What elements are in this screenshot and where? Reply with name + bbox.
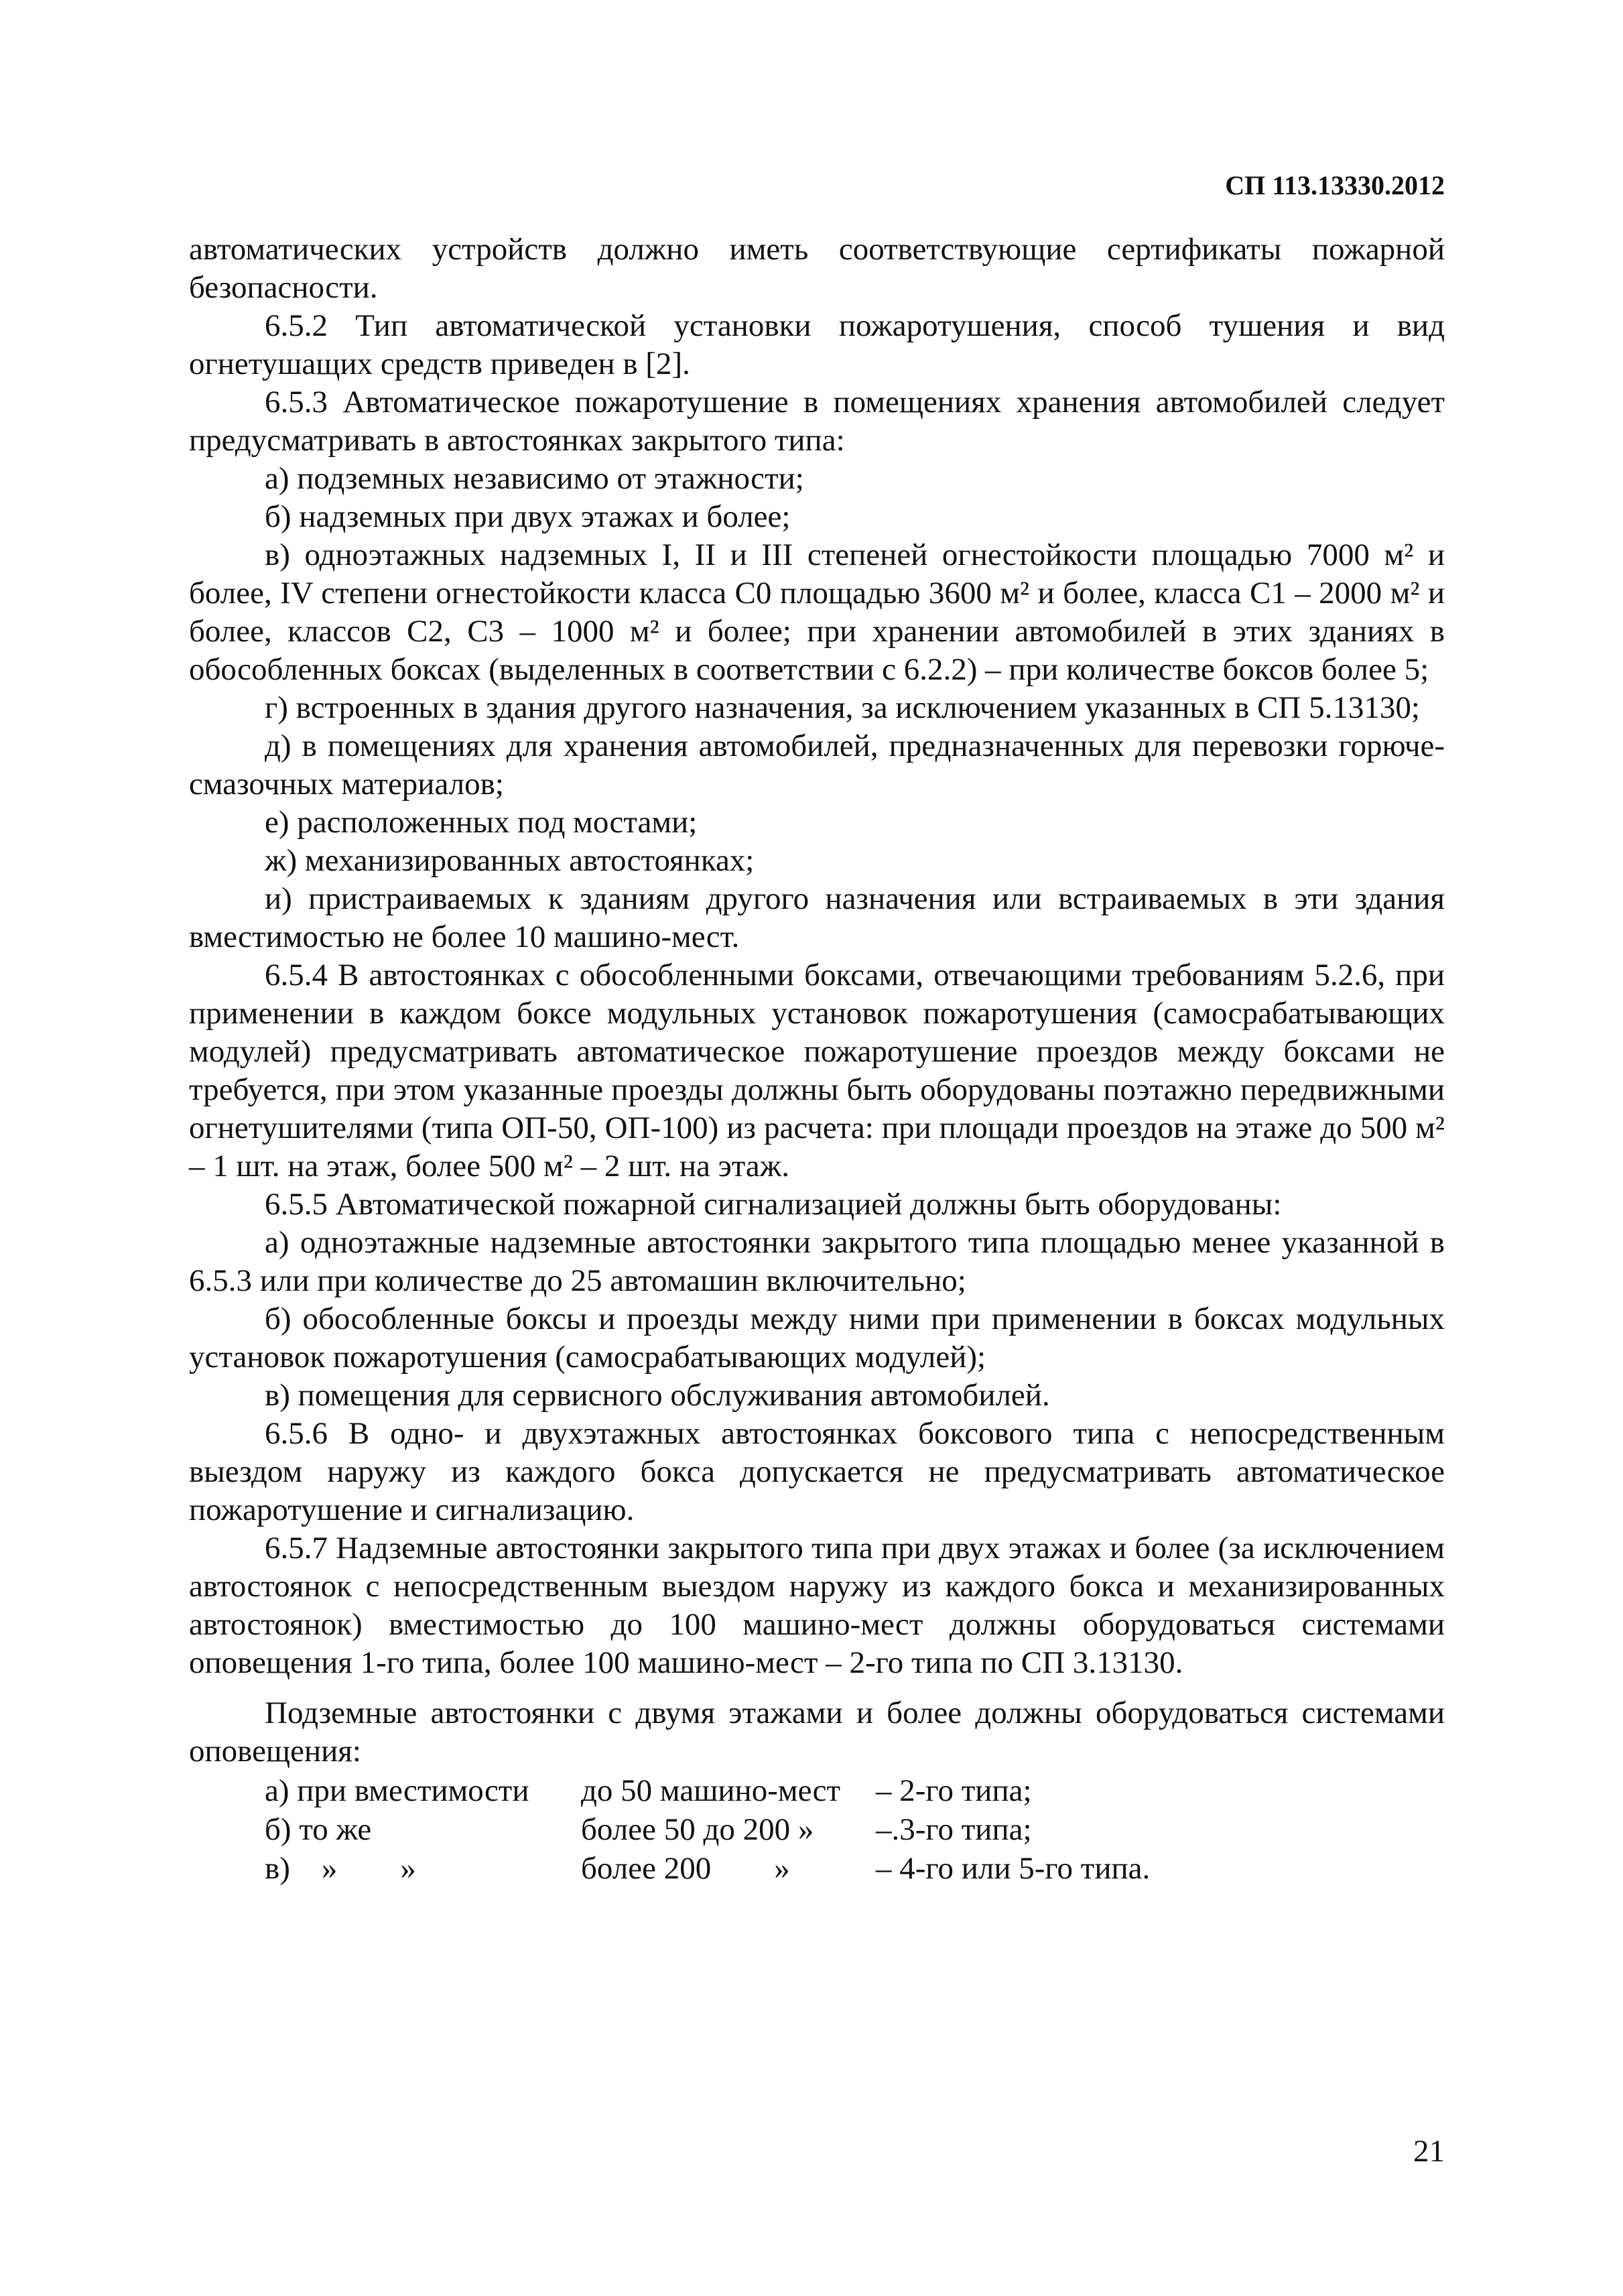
table-cell: –.3-го типа; [876, 1812, 1032, 1847]
table-row [189, 1850, 1445, 1889]
clause-6-5-7: 6.5.7 Надземные автостоянки закрытого типа при двух этажах и более (за исключением автостоянок с непосредственным выездом наружу из каждого бокса и механизированных автостоянок) вместимостью до 100 машино-мест должны оборудоваться системами оповещения 1-го типа, более 100 машино-мест – 2-го типа по СП 3.13130. [189, 1531, 1445, 1680]
table-cell: более 50 до 200 » [581, 1812, 814, 1847]
paragraph: автоматических устройств должно иметь соответствующие сертификаты пожарной безопасности. [189, 232, 1445, 305]
table-cell: более 200 » [581, 1851, 790, 1886]
table-cell: – 4-го или 5-го типа. [876, 1851, 1151, 1886]
warning-system-table [189, 1772, 1445, 1889]
table-row [189, 1811, 1445, 1850]
clause-6-5-6: 6.5.6 В одно- и двухэтажных автостоянках боксового типа с непосредственным выездом наружу из каждого бокса допускается не предусматривать автоматическое пожаротушение и сигнализацию. [189, 1416, 1445, 1527]
body-text [189, 231, 1445, 1889]
clause-6-5-3: 6.5.3 Автоматическое пожаротушение в помещениях хранения автомобилей следует предусматривать в автостоянках закрытого типа: [189, 385, 1445, 458]
clause-6-5-5: 6.5.5 Автоматической пожарной сигнализацией должны быть оборудованы: [265, 1187, 1282, 1222]
table-cell: до 50 машино-мест [581, 1773, 841, 1808]
list-item: д) в помещениях для хранения автомобилей, предназначенных для перевозки горюче-смазочных материалов; [189, 728, 1445, 802]
paragraph: Подземные автостоянки с двумя этажами и более должны оборудоваться системами оповещения: [189, 1696, 1445, 1769]
list-item: г) встроенных в здания другого назначения, за исключением указанных в СП 5.13130; [265, 690, 1420, 725]
list-item: б) обособленные боксы и проезды между ними при применении в боксах модульных установок пожаротушения (самосрабатывающих модулей); [189, 1301, 1445, 1375]
table-cell: в) » » [265, 1851, 416, 1886]
list-item: в) одноэтажных надземных I, II и III степеней огнестойкости площадью 7000 м² и более, IV степени огнестойкости класса С0 площадью 3600 м² и более, класса С1 – 2000 м² и более, классов С2, С3 – 1000 м² и более; при хранении автомобилей в этих зданиях в обособленных боксах (выделенных в соответствии с 6.2.2) – при количестве боксов более 5; [189, 537, 1445, 687]
list-item: е) расположенных под мостами; [265, 805, 698, 840]
table-cell: б) то же [265, 1812, 372, 1847]
spacer [189, 1682, 1445, 1694]
list-item: ж) механизированных автостоянках; [265, 843, 755, 878]
page-number: 21 [1413, 2134, 1445, 2169]
list-item: а) одноэтажные надземные автостоянки закрытого типа площадью менее указанной в 6.5.3 или при количестве до 25 автомашин включительно; [189, 1225, 1445, 1298]
list-item: в) помещения для сервисного обслуживания автомобилей. [265, 1378, 1050, 1413]
list-item: а) подземных независимо от этажности; [265, 461, 804, 496]
table-cell: – 2-го типа; [876, 1773, 1032, 1808]
document-code: СП 113.13330.2012 [1225, 170, 1445, 200]
list-item: б) надземных при двух этажах и более; [265, 499, 791, 534]
clause-6-5-2: 6.5.2 Тип автоматической установки пожаротушения, способ тушения и вид огнетушащих средств приведен в [2]. [189, 308, 1445, 381]
table-row [189, 1772, 1445, 1811]
table-cell: а) при вместимости [265, 1773, 529, 1808]
list-item: и) пристраиваемых к зданиям другого назначения или встраиваемых в эти здания вместимостью не более 10 машино-мест. [189, 881, 1445, 954]
clause-6-5-4: 6.5.4 В автостоянках с обособленными боксами, отвечающими требованиям 5.2.6, при применении в каждом боксе модульных установок пожаротушения (самосрабатывающих модулей) предусматривать автоматическое пожаротушение проездов между боксами не требуется, при этом указанные проезды должны быть оборудованы поэтажно передвижными огнетушителями (типа ОП-50, ОП-100) из расчета: при площади проездов на этаже до 500 м² – 1 шт. на этаж, более 500 м² – 2 шт. на этаж. [189, 958, 1445, 1184]
